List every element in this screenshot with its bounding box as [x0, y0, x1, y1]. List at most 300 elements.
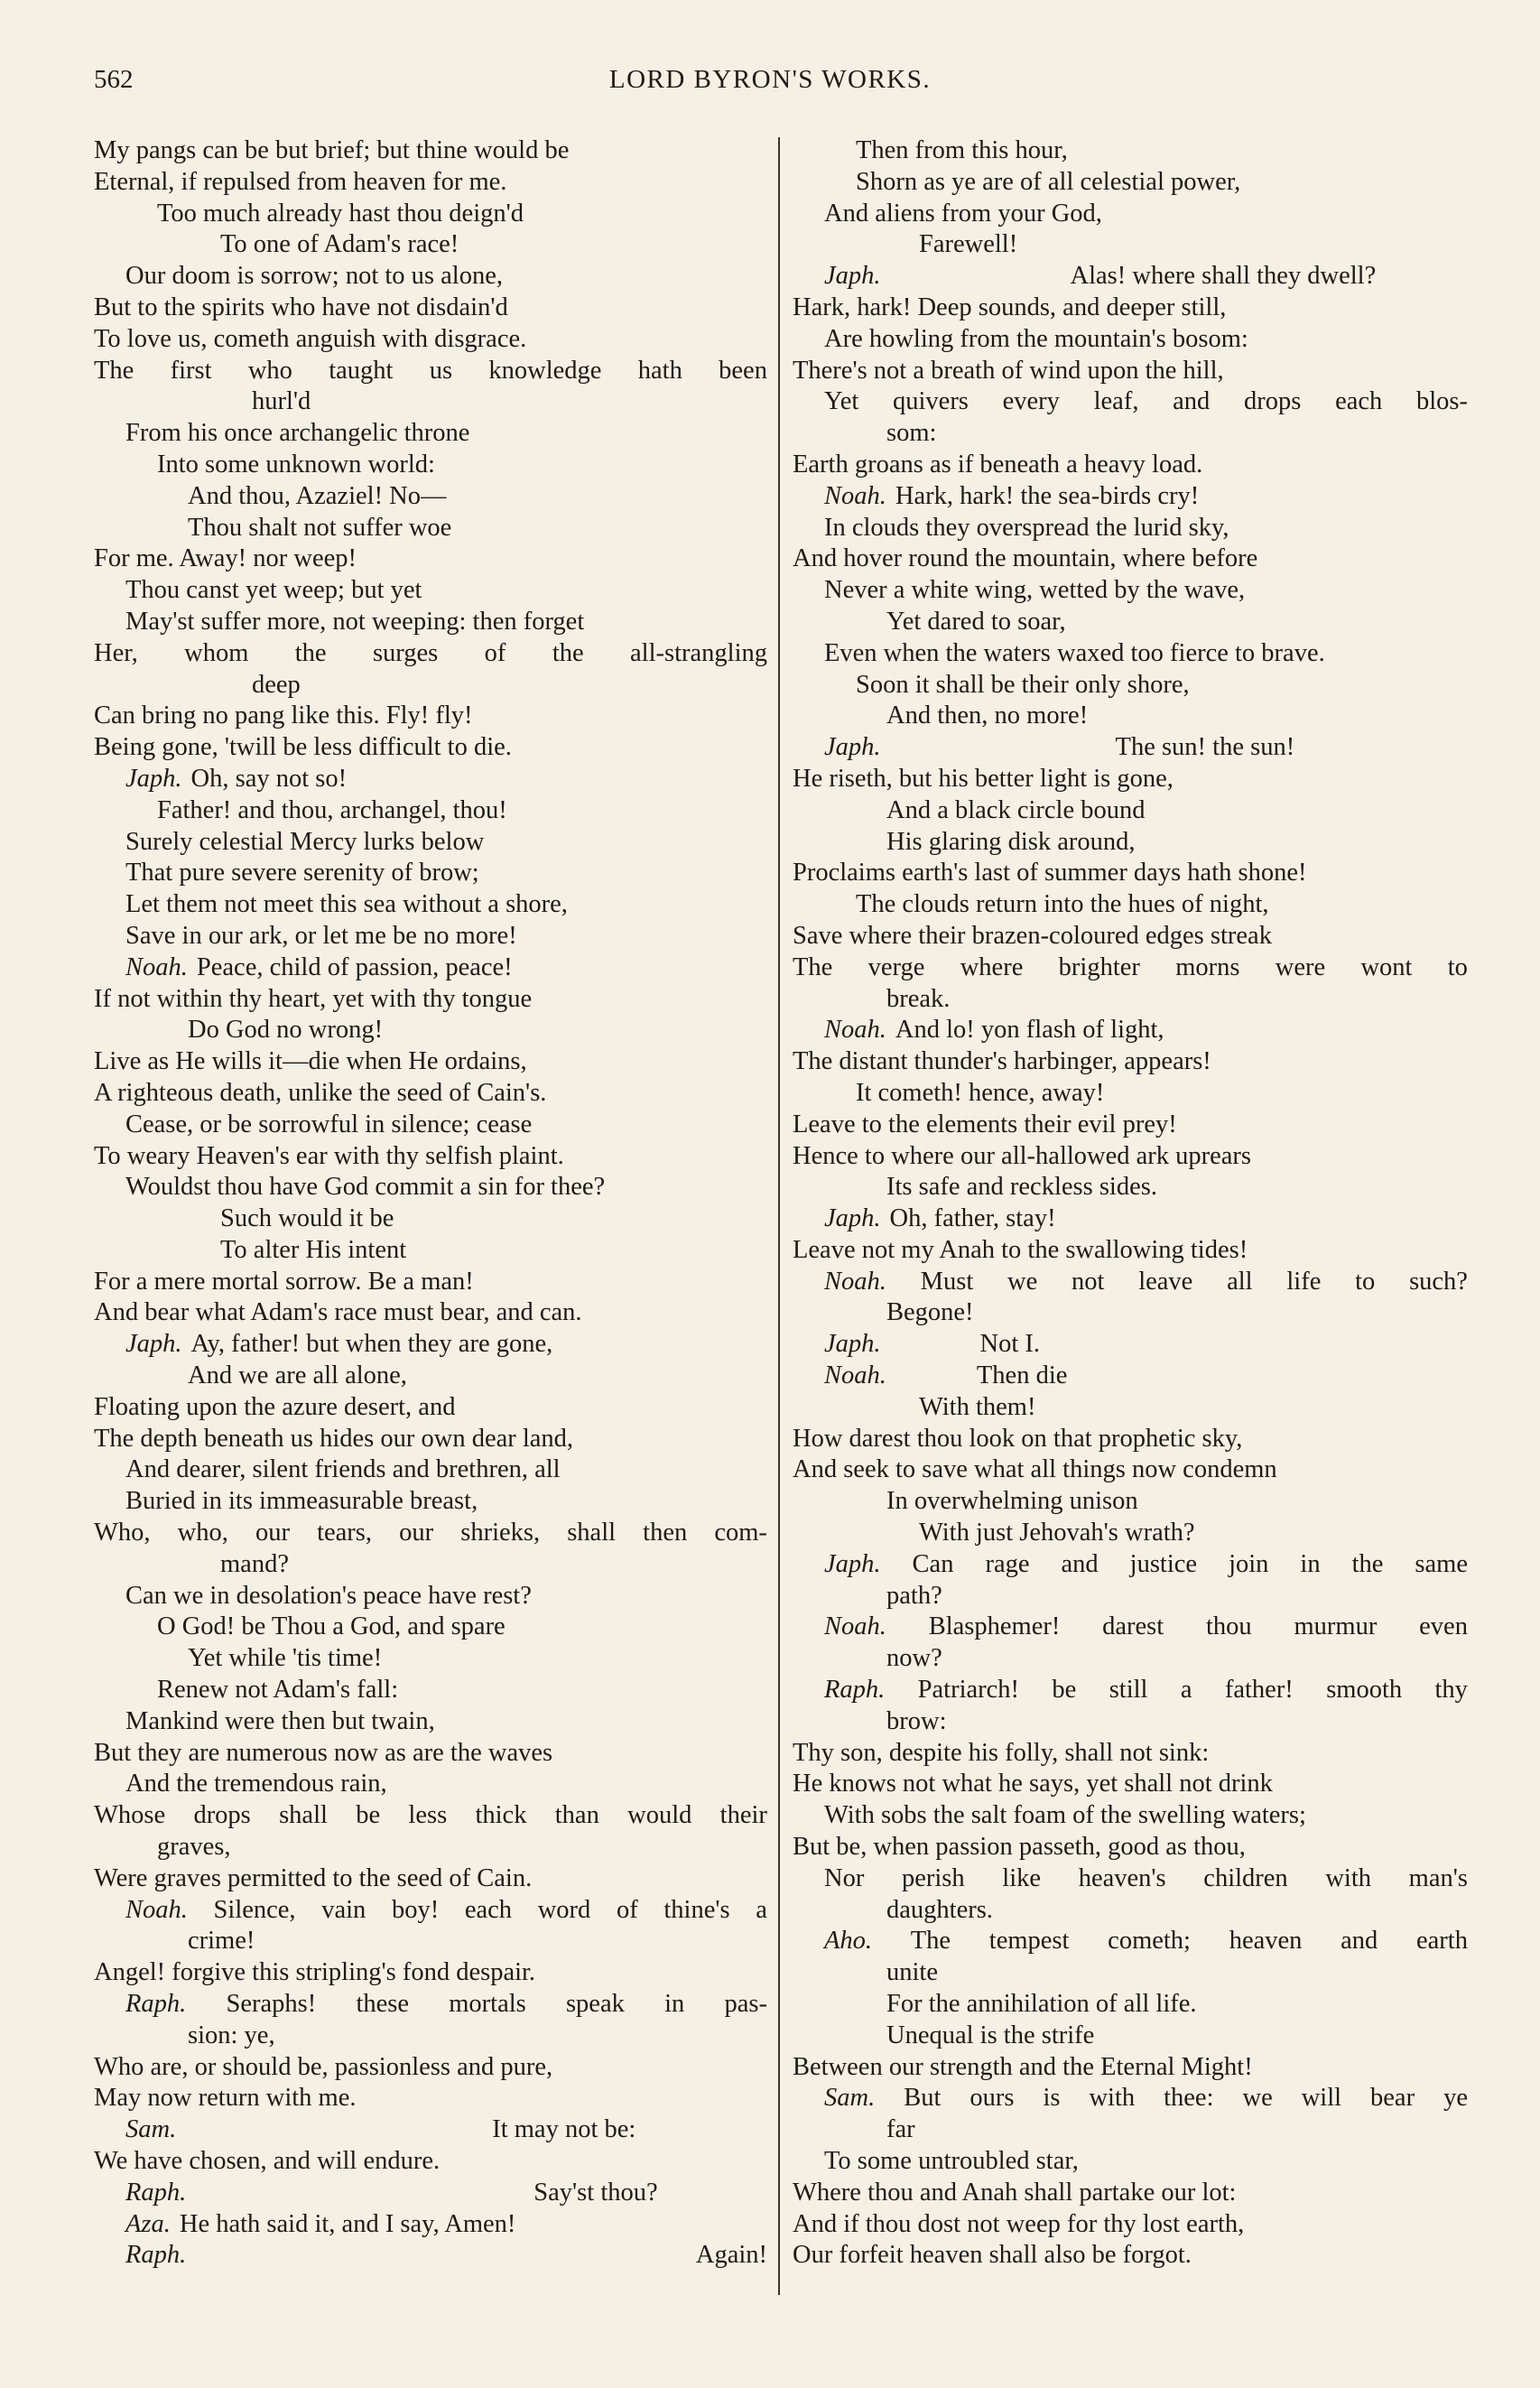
line-text: His glaring disk around,	[886, 827, 1136, 856]
verse-line	[793, 1046, 1468, 1078]
word: thee:	[1164, 2084, 1214, 2113]
line-text: May'st suffer more, not weeping: then forget	[125, 607, 585, 636]
word: is	[1043, 2084, 1061, 2113]
verse-line	[94, 732, 767, 764]
line-text: Say'st thou?	[533, 2178, 658, 2207]
verse-line	[94, 1581, 767, 1612]
verse-line	[94, 2209, 767, 2241]
verse-line	[793, 1738, 1468, 1770]
verse-line	[94, 1172, 767, 1203]
line-text: The clouds return into the hues of night,	[856, 890, 1269, 919]
word: first	[170, 356, 212, 385]
word: darest	[1102, 1612, 1164, 1641]
verse-line	[94, 450, 767, 481]
word: were	[1275, 952, 1326, 981]
speaker-name: Japh.	[125, 764, 182, 793]
line-text: Leave to the elements their evil prey!	[793, 1110, 1177, 1138]
word: whom	[184, 638, 249, 667]
word: The	[793, 952, 833, 981]
line-text: Oh, say not so!	[190, 764, 348, 793]
verse-line	[94, 827, 767, 859]
verse-line	[793, 764, 1468, 795]
line-text: now?	[886, 1644, 942, 1673]
speaker-name: Raph.	[125, 2178, 187, 2207]
word: blos-	[1415, 387, 1468, 416]
line-text: It cometh! hence, away!	[856, 1078, 1105, 1107]
word: with	[1325, 1863, 1372, 1892]
verse-line	[793, 638, 1468, 670]
line-text: But to the spirits who have not disdain'd	[94, 293, 508, 321]
word: us	[429, 356, 453, 385]
word: ours	[969, 2084, 1015, 2113]
word: each	[464, 1895, 513, 1924]
right-column	[793, 135, 1468, 2272]
verse-line	[793, 1706, 1468, 1738]
word: But	[904, 2084, 942, 2113]
verse-line	[793, 1989, 1468, 2021]
speaker-name: Sam.	[125, 2115, 177, 2144]
verse-line	[793, 2021, 1468, 2052]
word: word	[537, 1895, 591, 1924]
verse-line	[94, 261, 767, 293]
line-text: Our forfeit heaven shall also be forgot.	[793, 2241, 1192, 2270]
word: their	[719, 1801, 767, 1830]
word: of	[484, 638, 506, 667]
verse-line	[793, 418, 1468, 450]
verse-line	[793, 513, 1468, 544]
word: shall	[567, 1519, 617, 1547]
verse-line	[793, 921, 1468, 952]
verse-line	[94, 2021, 767, 2052]
word: cometh;	[1108, 1927, 1191, 1956]
line-text: Save where their brazen-coloured edges streak	[793, 921, 1272, 950]
line-text: The distant thunder's harbinger, appears!	[793, 1047, 1211, 1076]
verse-line	[94, 324, 767, 356]
speaker-name: Noah.	[125, 952, 188, 981]
word: Nor	[824, 1863, 865, 1892]
verse-line	[793, 670, 1468, 702]
verse-line	[793, 1800, 1468, 1832]
verse-line	[793, 2240, 1468, 2272]
word: leaf,	[1093, 387, 1139, 416]
line-text: Hence to where our all-hallowed ark uprears	[793, 1141, 1252, 1170]
word: com-	[714, 1519, 767, 1547]
line-text: For me. Away! nor weep!	[94, 544, 357, 573]
word: pas-	[724, 1990, 767, 2019]
line-text: Between our strength and the Eternal Might!	[793, 2052, 1253, 2081]
verse-line	[793, 795, 1468, 827]
verse-line	[793, 1267, 1468, 1298]
verse-line	[94, 2146, 767, 2178]
verse-line	[793, 1361, 1468, 1392]
word: we	[1242, 2084, 1273, 2113]
line-text: Hark, hark! Deep sounds, and deeper still,	[793, 293, 1227, 321]
word: shall	[279, 1801, 328, 1830]
verse-line	[793, 1518, 1468, 1549]
word: Blasphemer!	[928, 1612, 1061, 1641]
column-divider	[778, 137, 780, 2295]
speaker-name: Raph.	[824, 1676, 886, 1705]
verse-line	[793, 827, 1468, 859]
verse-line	[793, 1297, 1468, 1329]
word: the	[294, 638, 327, 667]
word: we	[1007, 1267, 1038, 1296]
line-text: Soon it shall be their only shore,	[856, 670, 1190, 699]
verse-line	[793, 1832, 1468, 1863]
word: been	[719, 356, 767, 385]
word: and	[1341, 1927, 1378, 1956]
line-text: Live as He wills it—die when He ordains,	[94, 1047, 527, 1076]
line-text: He hath said it, and I say, Amen!	[179, 2209, 516, 2238]
word: our	[399, 1519, 434, 1547]
verse-line	[94, 1895, 767, 1927]
line-text: In clouds they overspread the lurid sky,	[824, 513, 1229, 542]
verse-line	[793, 858, 1468, 889]
verse-line	[793, 1926, 1468, 1957]
line-text: If not within thy heart, yet with thy tongue	[94, 984, 533, 1013]
word: brighter	[1058, 952, 1140, 981]
word: with	[1089, 2084, 1136, 2113]
line-text: brow:	[886, 1706, 947, 1735]
verse-line	[793, 2209, 1468, 2241]
word: even	[1419, 1612, 1468, 1641]
word: all	[1227, 1267, 1253, 1296]
verse-line	[94, 1424, 767, 1455]
word: boy!	[391, 1895, 440, 1924]
line-text: Such would it be	[220, 1204, 394, 1233]
verse-line	[793, 293, 1468, 324]
verse-line	[94, 1015, 767, 1046]
speaker-name: Raph.	[125, 2241, 187, 2270]
line-text: The sun! the sun!	[1115, 733, 1295, 762]
line-text: Were graves permitted to the seed of Cain.	[94, 1863, 533, 1892]
speaker-name: Japh.	[824, 733, 881, 762]
verse-line	[793, 450, 1468, 481]
line-text: That pure severe serenity of brow;	[125, 859, 479, 887]
word: be	[1052, 1676, 1077, 1705]
speaker-name: Japh.	[824, 1549, 881, 1578]
line-text: Father! and thou, archangel, thou!	[157, 795, 507, 824]
line-text: daughters.	[886, 1895, 993, 1924]
verse-line	[94, 1392, 767, 1424]
line-text: unite	[886, 1958, 938, 1987]
word: mortals	[449, 1990, 526, 2019]
line-text: And a black circle bound	[886, 795, 1146, 824]
verse-line	[793, 1612, 1468, 1643]
verse-line	[94, 2178, 767, 2209]
word: and	[1173, 387, 1211, 416]
speaker-name: Aho.	[824, 1927, 873, 1956]
word: less	[408, 1801, 448, 1830]
verse-line	[793, 2083, 1468, 2114]
line-text: crime!	[188, 1927, 255, 1956]
line-text: To love us, cometh anguish with disgrace.	[94, 324, 527, 353]
verse-line	[793, 732, 1468, 764]
line-text: And thou, Azaziel! No—	[188, 481, 447, 510]
speaker-name: Japh.	[824, 262, 881, 291]
line-text: And bear what Adam's race must bear, and can.	[94, 1298, 582, 1327]
line-text: Buried in its immeasurable breast,	[125, 1487, 478, 1516]
speaker-name: Japh.	[824, 1204, 881, 1233]
verse-line	[94, 1141, 767, 1173]
verse-line	[94, 293, 767, 324]
word: to	[1447, 952, 1468, 981]
word: ye	[1443, 2084, 1468, 2113]
line-text: Earth groans as if beneath a heavy load.	[793, 450, 1203, 479]
word: earth	[1416, 1927, 1468, 1956]
verse-line	[793, 1235, 1468, 1267]
line-text: mand?	[220, 1549, 289, 1578]
line-text: Yet dared to soar,	[886, 607, 1066, 636]
word: The	[94, 356, 135, 385]
verse-line	[793, 2114, 1468, 2146]
line-text: Even when the waters waxed too fierce to brave.	[824, 638, 1325, 667]
verse-line	[94, 418, 767, 450]
verse-line	[793, 1141, 1468, 1173]
word: vain	[321, 1895, 366, 1924]
verse-line	[94, 638, 767, 670]
verse-line	[94, 135, 767, 167]
verse-line	[94, 1926, 767, 1957]
line-text: far	[886, 2115, 915, 2144]
verse-line	[793, 984, 1468, 1016]
verse-line	[94, 1989, 767, 2021]
verse-line	[94, 701, 767, 732]
verse-line	[793, 1863, 1468, 1895]
word: hath	[637, 356, 682, 385]
verse-line	[94, 1800, 767, 1832]
word: knowledge	[488, 356, 602, 385]
verse-line	[94, 952, 767, 984]
line-text: Yet while 'tis time!	[188, 1644, 383, 1673]
word: thick	[475, 1801, 527, 1830]
verse-line	[793, 1015, 1468, 1046]
word: in	[1300, 1549, 1321, 1578]
word: Who,	[94, 1519, 151, 1547]
verse-line	[793, 607, 1468, 638]
word: each	[1335, 387, 1383, 416]
line-text: Are howling from the mountain's bosom:	[824, 324, 1248, 353]
line-text: And lo! yon flash of light,	[895, 1016, 1164, 1045]
verse-line	[793, 481, 1468, 513]
word: tears,	[317, 1519, 373, 1547]
word: of	[616, 1895, 638, 1924]
line-text: A righteous death, unlike the seed of Cain's.	[94, 1078, 547, 1107]
line-text: And the tremendous rain,	[125, 1770, 387, 1798]
verse-line	[94, 481, 767, 513]
line-text: For a mere mortal sorrow. Be a man!	[94, 1267, 474, 1296]
word: not	[1072, 1267, 1105, 1296]
verse-line	[94, 1235, 767, 1267]
verse-line	[94, 984, 767, 1016]
verse-line	[94, 356, 767, 387]
word: leave	[1138, 1267, 1193, 1296]
line-text: There's not a breath of wind upon the hill,	[793, 356, 1224, 385]
verse-line	[793, 1769, 1468, 1800]
speaker-name: Japh.	[824, 1330, 881, 1359]
word: thy	[1434, 1676, 1468, 1705]
verse-line	[94, 1297, 767, 1329]
line-text: My pangs can be but brief; but thine would be	[94, 136, 570, 164]
verse-line	[793, 135, 1468, 167]
line-text: Mankind were then but twain,	[125, 1706, 435, 1735]
line-text: Save in our ark, or let me be no more!	[125, 921, 517, 950]
word: then	[643, 1519, 688, 1547]
verse-line	[94, 2052, 767, 2084]
word: and	[1061, 1549, 1099, 1578]
line-text: Being gone, 'twill be less difficult to die.	[94, 733, 512, 762]
word: would	[627, 1801, 692, 1830]
verse-line	[793, 2146, 1468, 2178]
speaker-name: Noah.	[824, 1267, 886, 1296]
verse-line	[94, 795, 767, 827]
line-text: Oh, father, stay!	[889, 1204, 1056, 1233]
verse-line	[94, 858, 767, 889]
word: every	[1002, 387, 1060, 416]
word: The	[910, 1927, 951, 1956]
line-text: Peace, child of passion, peace!	[196, 952, 513, 981]
speaker-name: Noah.	[824, 1361, 886, 1390]
speaker-name: Noah.	[824, 1016, 886, 1045]
verse-line	[793, 356, 1468, 387]
word: surges	[372, 638, 439, 667]
line-text: How darest thou look on that prophetic sky,	[793, 1424, 1243, 1453]
verse-line	[94, 1957, 767, 1989]
word: bear	[1370, 2084, 1415, 2113]
word: who	[247, 356, 292, 385]
verse-line	[94, 1612, 767, 1643]
verse-line	[793, 1549, 1468, 1581]
word: perish	[901, 1863, 965, 1892]
left-column	[94, 135, 767, 2272]
verse-line	[94, 670, 767, 702]
line-text: He knows not what he says, yet shall not drink	[793, 1770, 1273, 1798]
word: drops	[1244, 387, 1302, 416]
verse-line	[793, 1581, 1468, 1612]
word: same	[1415, 1549, 1468, 1578]
verse-line	[793, 889, 1468, 921]
verse-line	[793, 1329, 1468, 1361]
word: thou	[1206, 1612, 1252, 1641]
verse-line	[793, 167, 1468, 199]
word: heaven	[1229, 1927, 1303, 1956]
line-text: It may not be:	[492, 2115, 636, 2144]
word: taught	[329, 356, 394, 385]
word: Yet	[824, 387, 859, 416]
verse-line	[94, 1863, 767, 1895]
word: speak	[565, 1990, 625, 2019]
line-text: O God! be Thou a God, and spare	[157, 1612, 506, 1641]
line-text: The depth beneath us hides our own dear land,	[94, 1424, 574, 1453]
word: Whose	[94, 1801, 166, 1830]
verse-line	[94, 229, 767, 261]
line-text: hurl'd	[252, 387, 311, 416]
speaker-name: Noah.	[824, 481, 886, 510]
line-text: We have chosen, and will endure.	[94, 2147, 441, 2175]
line-text: Farewell!	[919, 230, 1018, 259]
line-text: som:	[886, 419, 937, 448]
verse-line	[793, 386, 1468, 418]
word: thine's	[663, 1895, 730, 1924]
running-title: LORD BYRON'S WORKS.	[608, 65, 932, 94]
verse-line	[94, 513, 767, 544]
line-text: Surely celestial Mercy lurks below	[125, 827, 485, 856]
verse-line	[94, 1832, 767, 1863]
line-text: To one of Adam's race!	[220, 230, 459, 259]
line-text: With them!	[919, 1392, 1036, 1421]
verse-line	[793, 229, 1468, 261]
speaker-name: Noah.	[824, 1612, 886, 1641]
speaker-name: Japh.	[125, 1330, 182, 1359]
word: these	[356, 1990, 410, 2019]
verse-line	[793, 1110, 1468, 1141]
verse-line	[94, 921, 767, 952]
word: rage	[985, 1549, 1030, 1578]
line-text: To some untroubled star,	[824, 2147, 1079, 2175]
verse-line	[94, 1361, 767, 1392]
verse-line	[94, 1078, 767, 1110]
line-text: Thou shalt not suffer woe	[188, 513, 452, 542]
word: the	[1351, 1549, 1384, 1578]
verse-line	[94, 199, 767, 230]
line-text: In overwhelming unison	[886, 1487, 1138, 1516]
line-text: With sobs the salt foam of the swelling waters;	[824, 1801, 1306, 1830]
verse-line	[94, 1046, 767, 1078]
word: Silence,	[213, 1895, 296, 1924]
line-text: With just Jehovah's wrath?	[919, 1519, 1195, 1547]
word: shrieks,	[460, 1519, 541, 1547]
word: all-strangling	[630, 638, 767, 667]
word: Patriarch!	[917, 1676, 1020, 1705]
verse-line	[94, 1267, 767, 1298]
verse-line	[94, 1110, 767, 1141]
line-text: Its safe and reckless sides.	[886, 1173, 1157, 1202]
verse-line	[94, 575, 767, 607]
line-text: sion: ye,	[188, 2021, 275, 2049]
page-header	[0, 65, 1540, 110]
verse-line	[94, 2240, 767, 2272]
word: Her,	[94, 638, 138, 667]
word: our	[255, 1519, 290, 1547]
word: smooth	[1326, 1676, 1403, 1705]
verse-line	[793, 1486, 1468, 1518]
line-text: Eternal, if repulsed from heaven for me.	[94, 167, 507, 196]
verse-line	[94, 1675, 767, 1706]
verse-line	[793, 1078, 1468, 1110]
verse-line	[94, 607, 767, 638]
line-text: And hover round the mountain, where before	[793, 544, 1258, 573]
word: verge	[867, 952, 925, 981]
line-text: And then, no more!	[886, 702, 1089, 730]
word: in	[664, 1990, 685, 2019]
word: join	[1229, 1549, 1269, 1578]
verse-line	[793, 324, 1468, 356]
line-text: To alter His intent	[220, 1235, 407, 1264]
word: quivers	[893, 387, 969, 416]
speaker-name: Sam.	[824, 2084, 876, 2113]
verse-line	[793, 1895, 1468, 1927]
line-text: Angel! forgive this stripling's fond despair.	[94, 1958, 536, 1987]
verse-line	[94, 1329, 767, 1361]
line-text: Too much already hast thou deign'd	[157, 199, 524, 228]
line-text: Let them not meet this sea without a shore,	[125, 890, 568, 919]
line-text: He riseth, but his better light is gone,	[793, 764, 1174, 793]
line-text: Who are, or should be, passionless and pure,	[94, 2052, 553, 2081]
verse-line	[793, 701, 1468, 732]
line-text: Unequal is the strife	[886, 2021, 1095, 2049]
word: children	[1203, 1863, 1288, 1892]
word: where	[960, 952, 1024, 981]
